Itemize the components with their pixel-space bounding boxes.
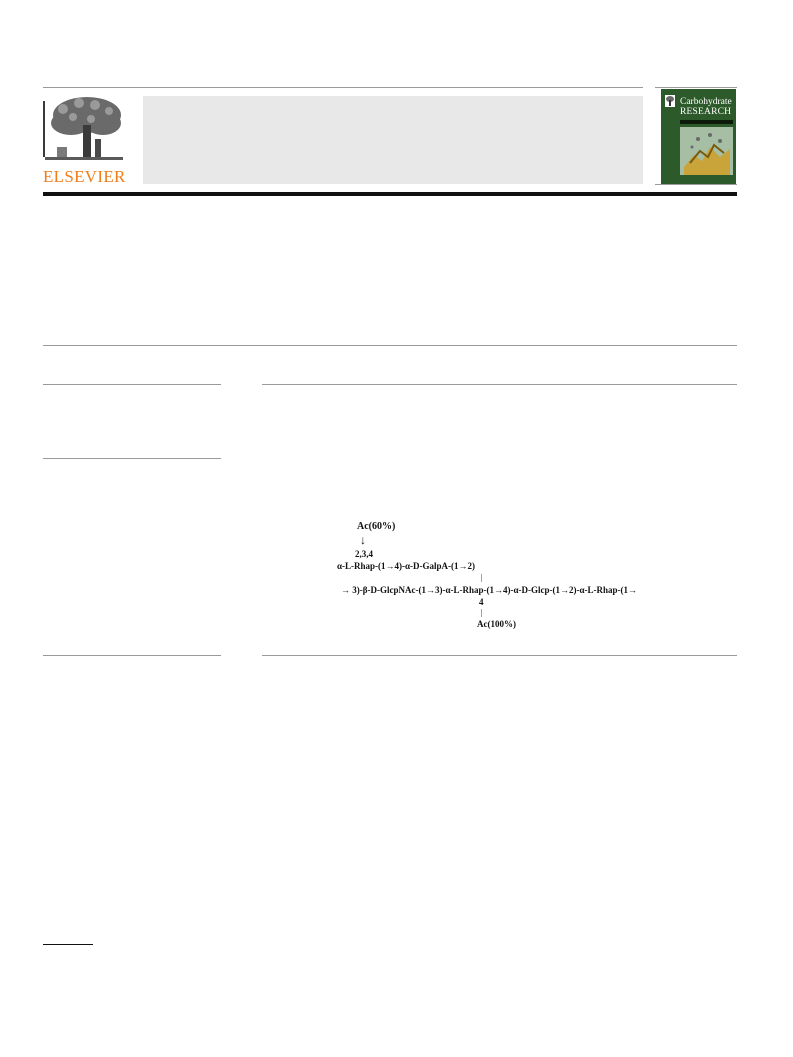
cover-art-icon [680,127,733,175]
keywords-top-rule [43,458,221,459]
masthead-rule [43,192,737,196]
journal-cover[interactable] [661,89,736,184]
cover-bottom-rule [655,184,737,185]
scheme-bottom-substituent: Ac(100%) [477,619,516,629]
abstract-bottom-rule [262,655,737,656]
scheme-top-substituent: Ac(60%) [357,521,396,532]
scheme-top-arrow: ↓ [360,533,366,547]
cover-art [680,127,733,175]
scheme-main-chain [341,585,637,595]
top-rule [43,87,643,88]
tree-logo-icon [43,95,125,165]
header-band [143,96,643,184]
scheme-bottom-position: 4 [479,597,484,607]
cover-bar [680,120,733,124]
scheme-branch-connector: | [481,573,483,582]
scheme-main-chain-text: → 3)-β-D-GlcpNAc-(1→3)-α-L-Rhap-(1→4)-α-D-Glcp-(1→2)-α-L-Rhap-(1→ [341,585,638,595]
cover-title-line1: Carbohydrate [680,97,732,107]
scheme-bottom-connector: | [481,608,483,617]
scheme-side-chain-text: α-L-Rhap-(1→4)-α-D-GalpA-(1→2) [337,561,476,571]
article-info-top-rule [43,384,221,385]
publisher-logo[interactable] [43,95,125,185]
article-info-bottom-rule [43,655,221,656]
footnote-rule [43,944,93,945]
scheme-top-positions: 2,3,4 [355,549,373,559]
cover-top-rule [655,87,737,88]
mini-logo-icon [665,95,675,107]
title-section-rule [43,345,737,346]
publisher-name: ELSEVIER [43,167,126,186]
abstract-top-rule [262,384,737,385]
scheme-side-chain [337,561,475,571]
cover-title-line2: RESEARCH [680,107,732,117]
